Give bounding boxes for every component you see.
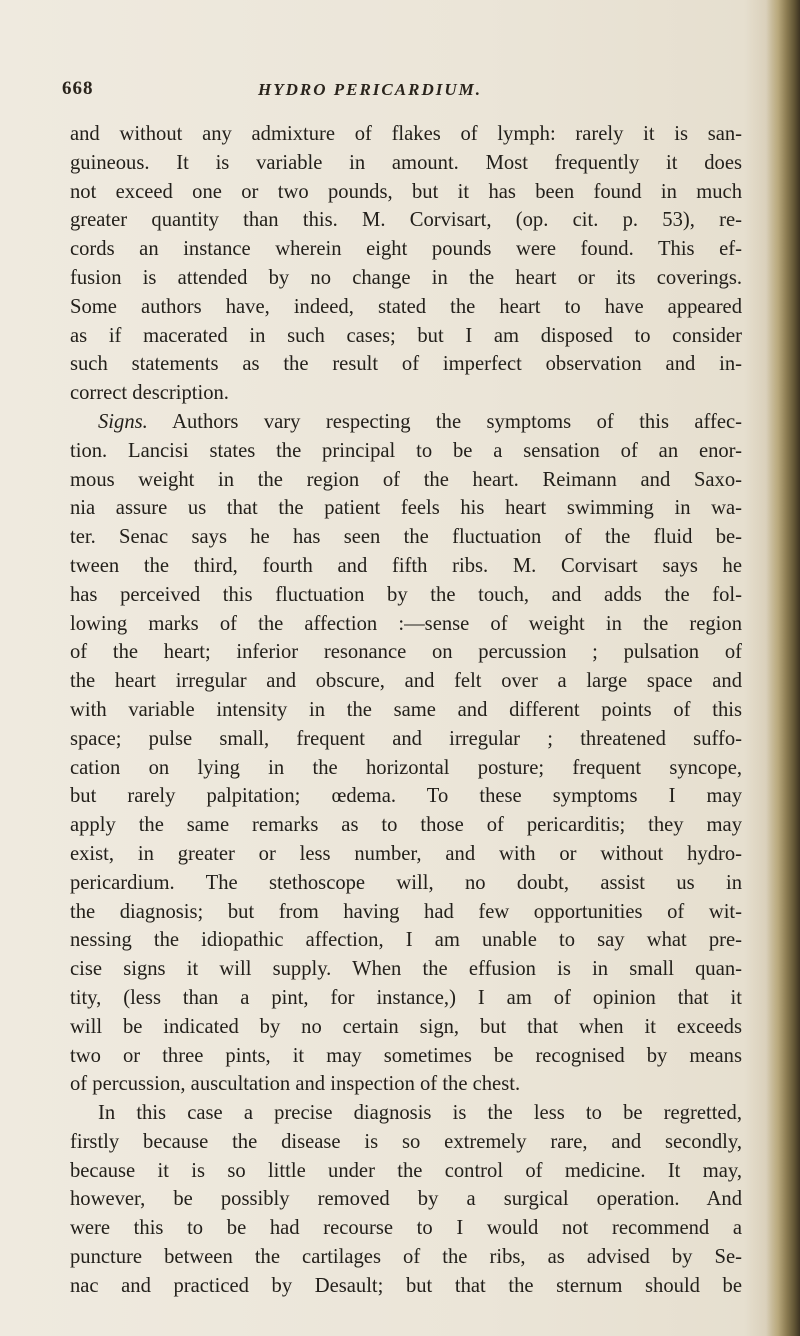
text-line: of percussion, auscultation and inspection of the chest.: [70, 1073, 521, 1096]
text-line: has perceived this fluctuation by the touch, and adds the fol-: [70, 583, 742, 606]
page-number: 668: [62, 78, 94, 99]
text-line: exist, in greater or less number, and with or without hydro-: [70, 842, 742, 865]
signs-paragraph-first-line: [70, 408, 742, 437]
text-line: but rarely palpitation; œdema. To these symptoms I may: [70, 785, 742, 808]
text-line: however, be possibly removed by a surgical operation. And: [70, 1188, 742, 1211]
running-title: HYDRO PERICARDIUM.: [258, 80, 482, 99]
text-line: cise signs it will supply. When the effusion is in small quan-: [70, 958, 742, 981]
text-line: apply the same remarks as to those of pericarditis; they may: [70, 814, 742, 837]
text-line: mous weight in the region of the heart. Reimann and Saxo-: [70, 468, 742, 491]
text-line: nia assure us that the patient feels his heart swimming in wa-: [70, 497, 742, 520]
text-line: fusion is attended by no change in the heart or its coverings.: [70, 266, 742, 289]
text-line: space; pulse small, frequent and irregular ; threatened suffo-: [70, 727, 742, 750]
text-line: the heart irregular and obscure, and felt over a large space and: [70, 670, 742, 693]
text-line: Some authors have, indeed, stated the heart to have appeared: [70, 295, 742, 318]
text-line-content: Authors vary respecting the symptoms of this affec-: [172, 410, 743, 433]
text-line: correct description.: [70, 382, 229, 405]
text-line: guineous. It is variable in amount. Most frequently it does: [70, 151, 742, 174]
text-line: two or three pints, it may sometimes be recognised by means: [70, 1044, 742, 1067]
text-line: were this to be had recourse to I would not recommend a: [70, 1217, 742, 1240]
text-line: lowing marks of the affection :—sense of weight in the region: [70, 612, 742, 635]
text-line: nessing the idiopathic affection, I am unable to say what pre-: [70, 929, 742, 952]
text-line: tity, (less than a pint, for instance,) I am of opinion that it: [70, 986, 742, 1009]
text-line: nac and practiced by Desault; but that the sternum should be: [70, 1274, 742, 1297]
text-line: of the heart; inferior resonance on percussion ; pulsation of: [70, 641, 742, 664]
text-line: pericardium. The stethoscope will, no doubt, assist us in: [70, 871, 742, 894]
text-line: cords an instance wherein eight pounds were found. This ef-: [70, 238, 742, 261]
text-line: greater quantity than this. M. Corvisart, (op. cit. p. 53), re-: [70, 209, 742, 232]
text-line: the diagnosis; but from having had few opportunities of wit-: [70, 900, 742, 923]
text-line: ter. Senac says he has seen the fluctuation of the fluid be-: [70, 526, 742, 549]
text-line: tween the third, fourth and fifth ribs. M. Corvisart says he: [70, 554, 742, 577]
body-text: [70, 120, 742, 1301]
text-line: cation on lying in the horizontal posture; frequent syncope,: [70, 756, 742, 779]
text-line: such statements as the result of imperfect observation and in-: [70, 353, 742, 376]
text-line: with variable intensity in the same and different points of this: [70, 698, 742, 721]
text-line: as if macerated in such cases; but I am disposed to consider: [70, 324, 742, 347]
signs-heading: Signs.: [98, 410, 148, 433]
page-gutter-shadow: [766, 0, 800, 1336]
text-line: not exceed one or two pounds, but it has been found in much: [70, 180, 742, 203]
text-line: firstly because the disease is so extremely rare, and secondly,: [70, 1130, 742, 1153]
running-head: [62, 74, 742, 106]
text-line: because it is so little under the control of medicine. It may,: [70, 1159, 742, 1182]
text-line: and without any admixture of flakes of lymph: rarely it is san-: [70, 123, 742, 145]
text-line: tion. Lancisi states the principal to be a sensation of an enor-: [70, 439, 742, 462]
text-line: will be indicated by no certain sign, but that when it exceeds: [70, 1015, 742, 1038]
text-line: In this case a precise diagnosis is the less to be regretted,: [98, 1102, 742, 1125]
text-line: puncture between the cartilages of the ribs, as advised by Se-: [70, 1246, 742, 1269]
